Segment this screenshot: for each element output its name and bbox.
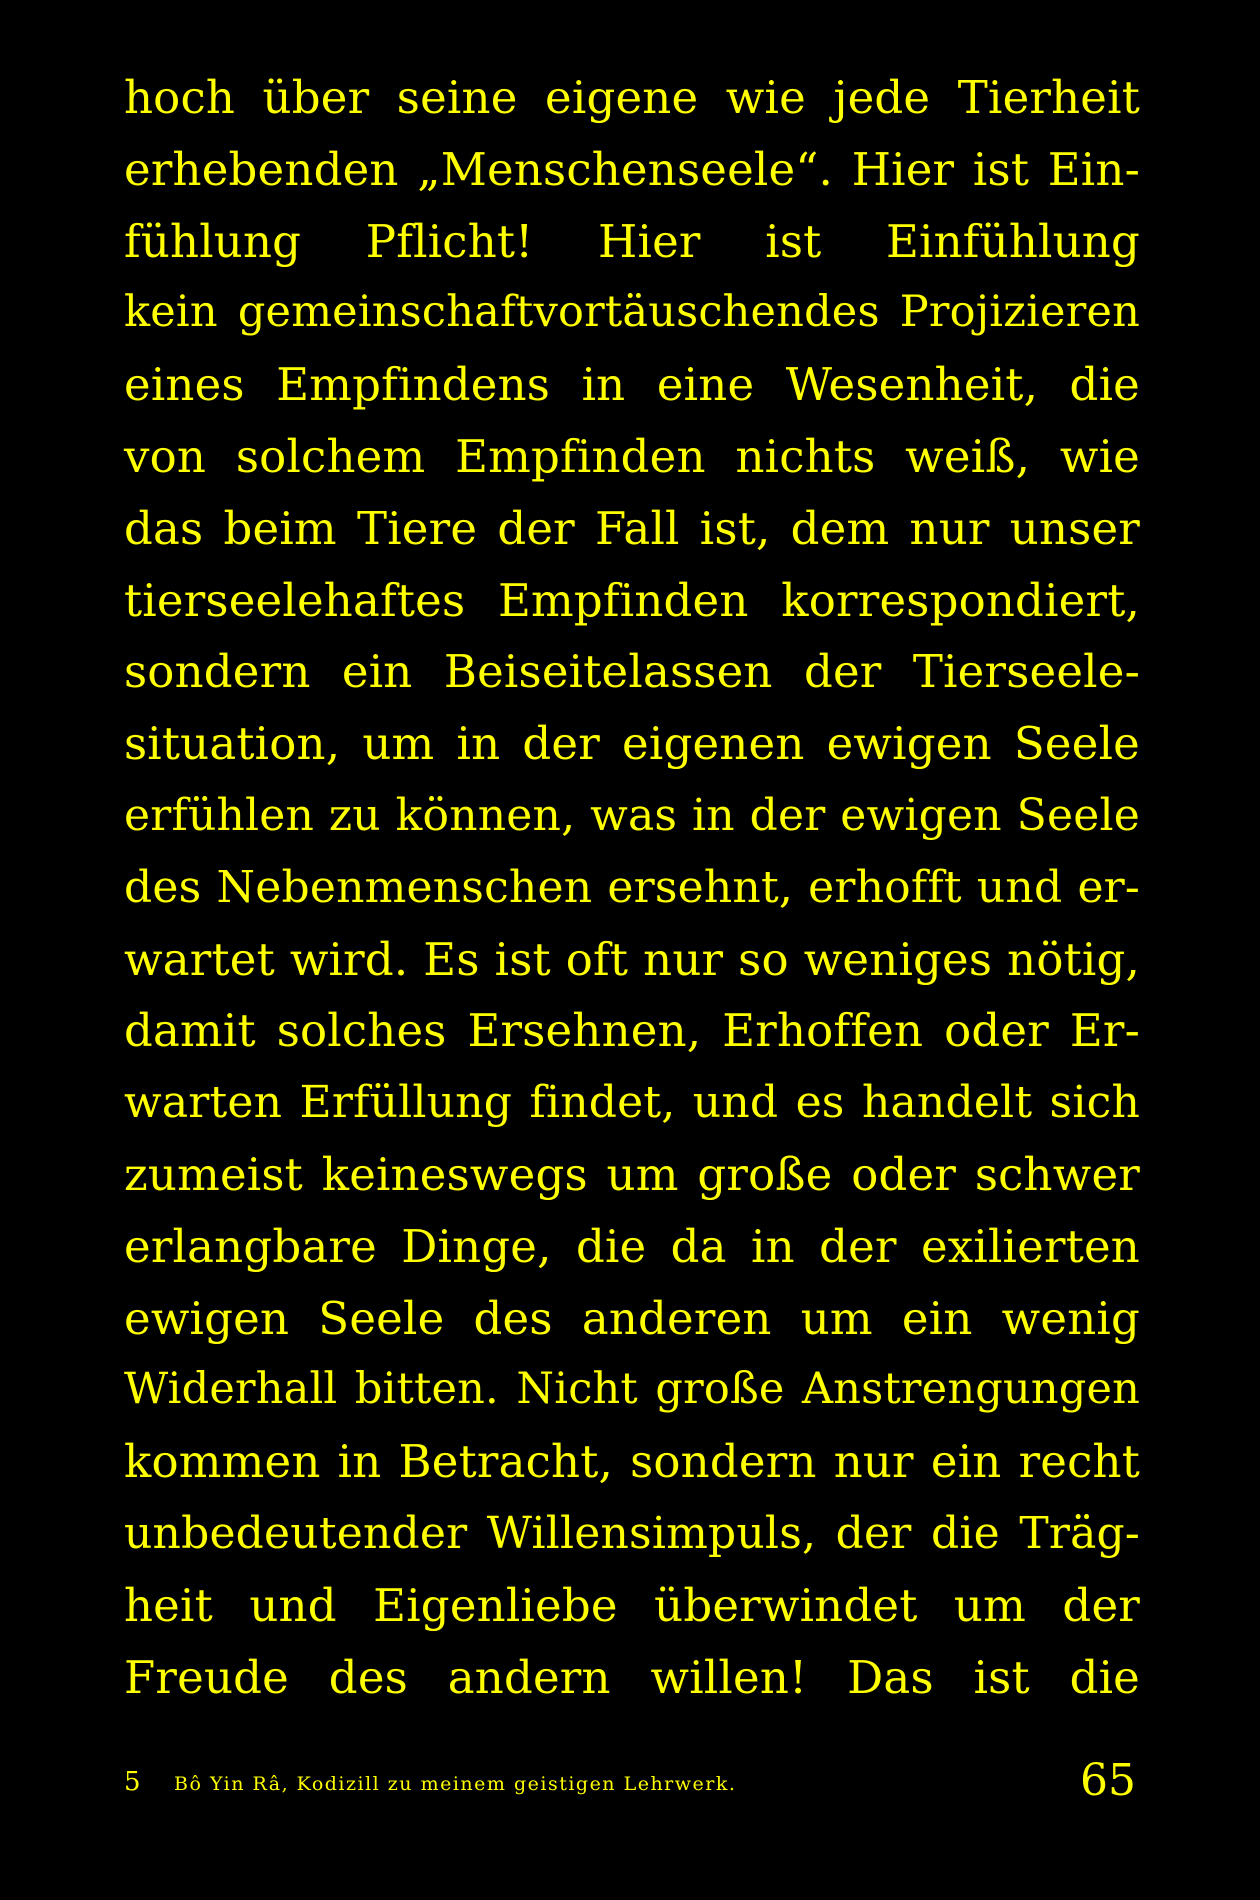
text-line-18: ewigen Seele des anderen um ein wenig: [124, 1291, 1140, 1345]
page-number: 65: [1080, 1755, 1136, 1806]
body-text: [124, 62, 1140, 1713]
text-line-17: erlangbare Dinge, die da in der exilierten: [124, 1219, 1140, 1273]
text-line-9: sondern ein Beiseitelassen der Tierseele-: [124, 645, 1140, 699]
text-line-19: Widerhall bitten. Nicht große Anstrengungen: [124, 1364, 1140, 1415]
text-line-22: heit und Eigenliebe überwindet um der: [124, 1578, 1140, 1632]
signature-mark: 5: [124, 1767, 141, 1797]
text-line-6: von solchem Empfinden nichts weiß, wie: [124, 429, 1140, 483]
text-line-16: zumeist keineswegs um große oder schwer: [124, 1147, 1140, 1201]
text-line-13: wartet wird. Es ist oft nur so weniges nötig,: [124, 932, 1140, 986]
page-footer: [124, 1755, 1140, 1815]
text-line-23: Freude des andern willen! Das ist die: [124, 1650, 1140, 1704]
text-line-21: unbedeutender Willensimpuls, der die Träg-: [124, 1507, 1140, 1559]
text-line-12: des Nebenmenschen ersehnt, erhofft und er-: [124, 861, 1140, 913]
text-line-11: erfühlen zu können, was in der ewigen Seele: [124, 789, 1140, 841]
text-line-7: das beim Tiere der Fall ist, dem nur unser: [124, 501, 1140, 555]
text-line-5: eines Empfindens in eine Wesenheit, die: [124, 358, 1140, 412]
text-line-4: kein gemeinschaftvortäuschendes Projizieren: [124, 287, 1140, 338]
text-line-20: kommen in Betracht, sondern nur ein recht: [124, 1435, 1140, 1489]
text-line-10: situation, um in der eigenen ewigen Seele: [124, 717, 1140, 771]
footer-imprint: Bô Yin Râ, Kodizill zu meinem geistigen Lehrwerk.: [174, 1773, 737, 1795]
text-line-8: tierseelehaftes Empfinden korrespondiert,: [124, 573, 1140, 627]
text-line-1: hoch über seine eigene wie jede Tierheit: [124, 71, 1140, 124]
text-line-14: damit solches Ersehnen, Erhoffen oder Er-: [124, 1004, 1140, 1058]
text-line-2: erhebenden „Menschenseele“. Hier ist Ein-: [124, 142, 1140, 196]
text-line-3: fühlung Pflicht! Hier ist Einfühlung: [124, 214, 1140, 268]
text-line-15: warten Erfüllung findet, und es handelt sich: [124, 1077, 1140, 1129]
